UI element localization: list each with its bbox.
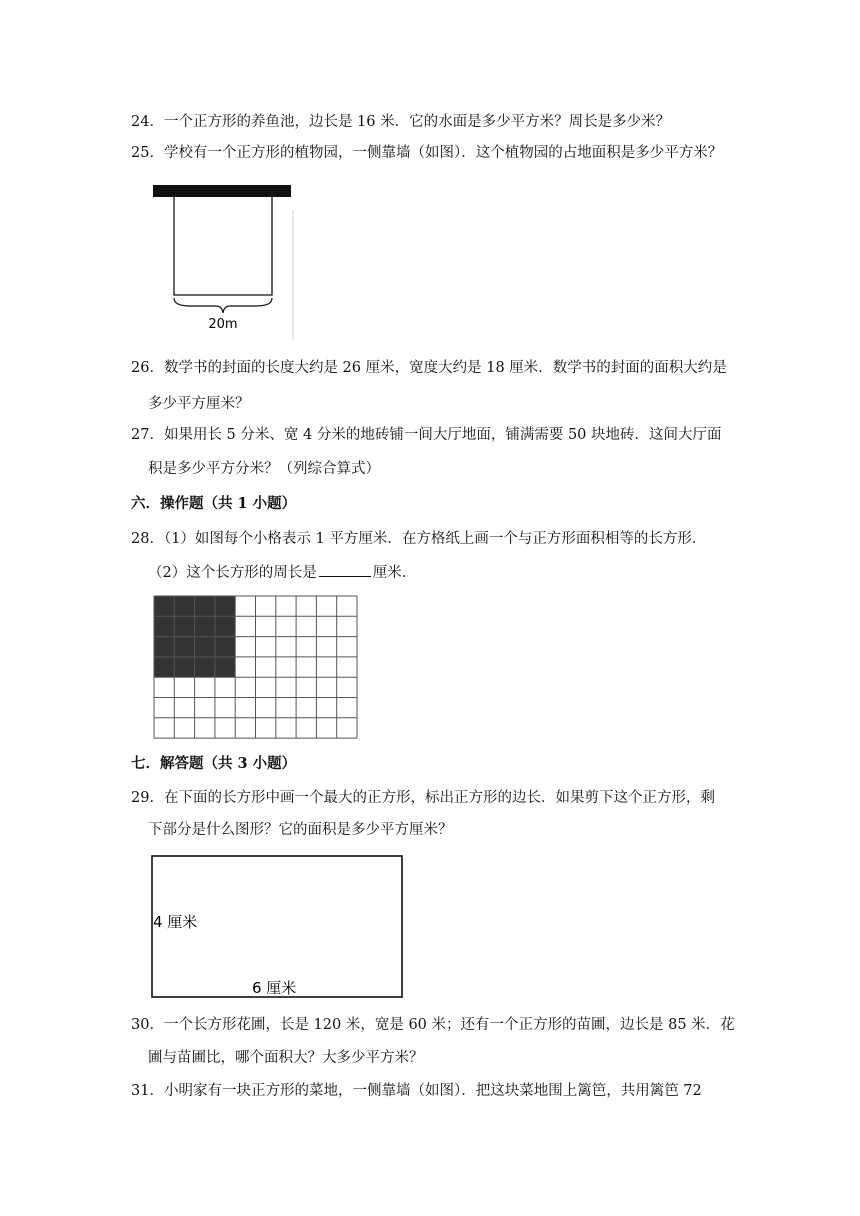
question-28-line2	[148, 562, 416, 583]
question-25: 25．学校有一个正方形的植物园，一侧靠墙（如图）．这个植物园的占地面积是多少平方米？	[131, 145, 723, 161]
wall	[153, 185, 291, 197]
question-30-line1: 30．一个长方形花圃，长是 120 米，宽是 60 米；还有一个正方形的苗圃，边长是 85 米．花	[131, 1017, 735, 1033]
question-29-line2: 下部分是什么图形？它的面积是多少平方厘米？	[148, 822, 453, 838]
garden-outline	[174, 197, 272, 295]
question-31-line1: 31．小明家有一块正方形的菜地，一侧靠墙（如图）．把这块菜地围上篱笆，共用篱笆 72	[131, 1083, 702, 1099]
garden-side-label: 20m	[208, 317, 238, 332]
question-26-line1: 26．数学书的封面的长度大约是 26 厘米，宽度大约是 18 厘米．数学书的封面的面积大约是	[131, 360, 727, 376]
rectangle-width-label: 4 厘米	[153, 913, 198, 931]
question-28-line1: 28．（1）如图每个小格表示 1 平方厘米．在方格纸上画一个与正方形面积相等的长方形．	[131, 531, 707, 547]
rectangle-length-label: 6 厘米	[252, 979, 297, 997]
rectangle-figure	[150, 853, 405, 1001]
question-27-line1: 27．如果用长 5 分米、宽 4 分米的地砖铺一间大厅地面，铺满需要 50 块地砖．这间大厅面	[131, 427, 722, 443]
question-26-line2: 多少平方厘米？	[148, 396, 250, 412]
section-6-heading: 六．操作题（共 1 小题）	[131, 495, 297, 512]
garden-figure	[150, 180, 295, 340]
brace	[174, 298, 272, 313]
square-grid	[153, 595, 358, 741]
section-7-heading: 七．解答题（共 3 小题）	[131, 755, 297, 772]
q28-unit: 厘米．	[372, 565, 417, 581]
q28-part2-text: （2）这个长方形的周长是	[148, 565, 317, 581]
question-30-line2: 圃与苗圃比，哪个面积大？大多少平方米？	[148, 1050, 424, 1066]
question-24: 24．一个正方形的养鱼池，边长是 16 米．它的水面是多少平方米？周长是多少米？	[131, 114, 671, 130]
question-29-line1: 29．在下面的长方形中画一个最大的正方形，标出正方形的边长．如果剪下这个正方形，剩	[131, 790, 715, 806]
question-27-line2: 积是多少平方分米？（列综合算式）	[148, 461, 380, 477]
answer-blank[interactable]	[319, 562, 371, 577]
